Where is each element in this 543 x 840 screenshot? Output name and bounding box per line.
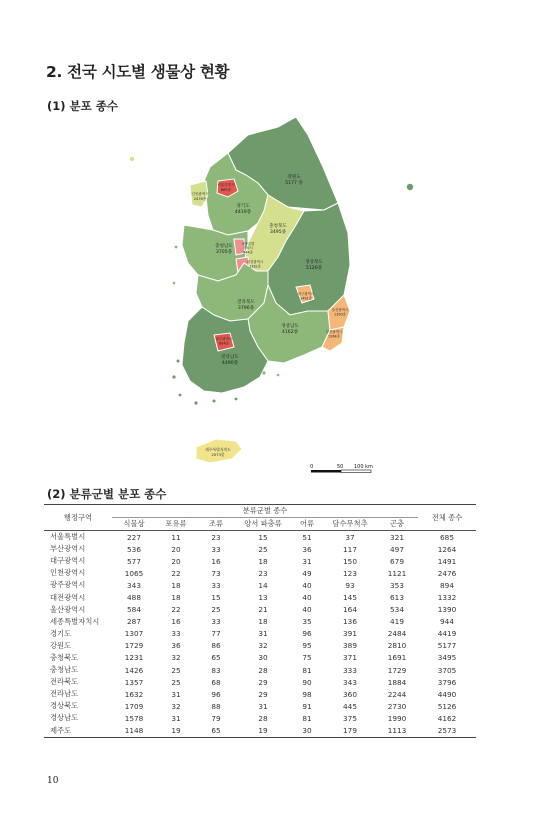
table-cell: 321 xyxy=(390,532,404,542)
table-row xyxy=(44,725,476,738)
label-jeonnam: 전라남도 4490종 xyxy=(221,355,239,366)
table-cell: 33 xyxy=(211,580,221,590)
table-cell: 96 xyxy=(302,629,312,639)
table-cell: 577 xyxy=(127,556,141,566)
table-row xyxy=(44,676,476,688)
table-cell: 16 xyxy=(171,617,181,627)
section-title-distribution: (1) 분포 종수 xyxy=(47,99,118,113)
table-cell-region: 제주도 xyxy=(44,725,112,738)
table-cell: 29 xyxy=(258,689,268,699)
table-cell: 40 xyxy=(302,605,312,615)
label-busan: 부산광역시 1264종 xyxy=(325,330,343,339)
table-cell: 88 xyxy=(211,701,221,711)
table-cell: 136 xyxy=(343,617,357,627)
table-cell: 25 xyxy=(171,677,181,687)
table-cell: 371 xyxy=(343,653,357,663)
table-cell: 25 xyxy=(258,544,268,554)
table-cell: 145 xyxy=(343,593,357,603)
table-cell: 16 xyxy=(211,556,221,566)
table-cell: 353 xyxy=(390,580,404,590)
table-cell: 36 xyxy=(171,641,181,651)
label-gyeonggi: 경기도 4419종 xyxy=(234,204,252,215)
table-cell-region: 충청북도 xyxy=(50,652,79,662)
table-cell: 77 xyxy=(211,629,221,639)
table-cell: 93 xyxy=(345,580,355,590)
table-cell: 40 xyxy=(302,593,312,603)
scale-label-0: 0 xyxy=(310,464,314,470)
table-cell: 389 xyxy=(343,641,357,651)
table-cell: 21 xyxy=(258,605,268,615)
island-ulleungdo xyxy=(407,184,413,190)
table-cell: 117 xyxy=(343,544,357,554)
table-cell: 20 xyxy=(171,544,181,554)
header-col: 포유류 xyxy=(156,518,196,531)
table-cell: 51 xyxy=(302,532,312,542)
label-gyeongbuk: 경상북도 5126종 xyxy=(305,260,323,271)
table-cell: 227 xyxy=(127,532,141,542)
table-cell: 95 xyxy=(302,641,312,651)
table-cell: 2244 xyxy=(387,689,407,699)
table-cell: 2476 xyxy=(437,568,457,578)
table-cell: 179 xyxy=(324,725,376,738)
table-cell: 18 xyxy=(171,580,181,590)
table-cell: 534 xyxy=(390,605,404,615)
table-cell: 679 xyxy=(390,556,404,566)
table-cell: 3495 xyxy=(437,653,457,663)
table-cell: 31 xyxy=(258,701,268,711)
table-cell: 19 xyxy=(236,725,290,738)
table-cell-region: 세종특별자치시 xyxy=(50,616,100,626)
table-cell: 360 xyxy=(343,689,357,699)
table-cell: 497 xyxy=(390,544,404,554)
section-title-taxon: (2) 분류군별 분포 종수 xyxy=(47,487,167,501)
table-cell: 4419 xyxy=(437,629,457,639)
table-cell-region: 강원도 xyxy=(50,640,72,650)
table-cell: 68 xyxy=(211,677,221,687)
header-group: 분류군별 종수 xyxy=(112,505,418,518)
table-cell: 15 xyxy=(211,593,221,603)
table-row xyxy=(44,616,476,628)
scale-label-50: 50 xyxy=(337,464,344,470)
table-cell: 1729 xyxy=(124,641,144,651)
table-cell-region: 충청남도 xyxy=(50,665,79,675)
table-cell: 1729 xyxy=(387,665,407,675)
header-region: 행정구역 xyxy=(44,505,112,531)
table-cell: 2484 xyxy=(387,629,407,639)
table-row xyxy=(44,712,476,724)
table-row xyxy=(44,591,476,603)
island-baengnyeongdo xyxy=(130,157,134,161)
table-row xyxy=(44,700,476,712)
table-row xyxy=(44,555,476,567)
table-cell: 35 xyxy=(302,617,312,627)
table-cell: 23 xyxy=(211,532,221,542)
table-cell: 96 xyxy=(211,689,221,699)
table-cell-region: 부산광역시 xyxy=(50,544,86,554)
table-cell-region: 경상북도 xyxy=(50,701,79,711)
table-cell: 1357 xyxy=(124,677,144,687)
table-cell: 36 xyxy=(302,544,312,554)
table-cell: 343 xyxy=(127,580,141,590)
table-cell: 1065 xyxy=(124,568,144,578)
korea-map xyxy=(118,115,428,480)
table-cell: 73 xyxy=(211,568,221,578)
table-cell: 91 xyxy=(302,701,312,711)
table-cell: 1307 xyxy=(124,629,144,639)
table-cell: 1709 xyxy=(124,701,144,711)
table-cell: 4490 xyxy=(437,689,457,699)
table-cell: 1691 xyxy=(387,653,407,663)
table-cell: 33 xyxy=(171,629,181,639)
header-col: 담수무척추 xyxy=(324,518,376,531)
table-row xyxy=(44,543,476,555)
table-cell: 18 xyxy=(258,617,268,627)
table-cell-region: 경기도 xyxy=(50,628,72,638)
table-cell: 49 xyxy=(302,568,312,578)
label-gwangju: 광주광역시 894종 xyxy=(215,337,233,346)
table-cell: 13 xyxy=(258,593,268,603)
table-cell: 944 xyxy=(440,617,454,627)
distribution-table xyxy=(44,504,476,738)
label-ulsan: 울산광역시 1390종 xyxy=(331,308,349,317)
table-cell: 391 xyxy=(343,629,357,639)
label-gyeongnam: 경상남도 4162종 xyxy=(281,324,299,335)
header-col: 식물상 xyxy=(112,518,156,531)
table-cell: 1113 xyxy=(376,725,418,738)
label-daejeon: 대전광역시 1332종 xyxy=(246,260,264,269)
table-cell-region: 전라북도 xyxy=(50,677,79,687)
table-cell: 32 xyxy=(258,641,268,651)
table-row xyxy=(44,628,476,640)
table-cell: 3705 xyxy=(437,665,457,675)
table-cell: 25 xyxy=(211,605,221,615)
table-row xyxy=(44,604,476,616)
table-cell: 1491 xyxy=(437,556,457,566)
table-row xyxy=(44,579,476,591)
table-cell: 31 xyxy=(302,556,312,566)
table-cell: 1390 xyxy=(437,605,457,615)
table-cell: 375 xyxy=(343,713,357,723)
table-cell: 685 xyxy=(440,532,454,542)
table-cell: 22 xyxy=(171,605,181,615)
table-cell: 28 xyxy=(258,713,268,723)
table-cell: 4162 xyxy=(437,713,457,723)
table-cell: 18 xyxy=(171,593,181,603)
table-cell: 1148 xyxy=(112,725,156,738)
table-cell: 81 xyxy=(302,713,312,723)
table-row xyxy=(44,652,476,664)
table-cell: 287 xyxy=(127,617,141,627)
table-cell: 40 xyxy=(302,580,312,590)
table-row xyxy=(44,531,476,544)
label-chungnam: 충청남도 3705종 xyxy=(215,244,233,255)
header-col: 곤충 xyxy=(376,518,418,531)
table-cell: 2810 xyxy=(387,641,407,651)
table-cell: 20 xyxy=(171,556,181,566)
table-cell: 14 xyxy=(258,580,268,590)
table-cell: 37 xyxy=(345,532,355,542)
table-cell-region: 광주광역시 xyxy=(50,580,86,590)
header-total: 전체 종수 xyxy=(418,505,476,531)
table-cell: 5177 xyxy=(437,641,457,651)
table-cell: 536 xyxy=(127,544,141,554)
label-daegu: 대구광역시 1491종 xyxy=(297,292,315,301)
table-cell-region: 울산광역시 xyxy=(50,604,86,614)
table-cell-region: 인천광역시 xyxy=(50,568,86,578)
table-cell: 90 xyxy=(302,677,312,687)
label-gangwon: 강원도 5177 종 xyxy=(285,175,303,186)
table-cell: 1632 xyxy=(124,689,144,699)
table-cell-region: 대구광역시 xyxy=(50,556,86,566)
table-cell-region: 대전광역시 xyxy=(50,592,86,602)
table-cell: 30 xyxy=(258,653,268,663)
table-cell: 15 xyxy=(258,532,268,542)
page-number: 10 xyxy=(47,776,59,786)
table-row xyxy=(44,640,476,652)
table-cell-region: 경상남도 xyxy=(50,713,79,723)
table-cell: 123 xyxy=(343,568,357,578)
table-cell: 29 xyxy=(258,677,268,687)
table-cell: 30 xyxy=(290,725,324,738)
table-cell: 1426 xyxy=(124,665,144,675)
table-cell: 33 xyxy=(211,544,221,554)
table-cell: 150 xyxy=(343,556,357,566)
label-jeju: 제주특별자치도 2573종 xyxy=(205,447,231,457)
table-cell: 1578 xyxy=(124,713,144,723)
table-cell: 79 xyxy=(211,713,221,723)
table-cell: 343 xyxy=(343,677,357,687)
table-cell: 1264 xyxy=(437,544,457,554)
table-cell: 86 xyxy=(211,641,221,651)
table-cell: 613 xyxy=(390,593,404,603)
table-cell: 18 xyxy=(258,556,268,566)
label-incheon: 인천광역시 2476종 xyxy=(191,192,209,201)
table-cell: 33 xyxy=(211,617,221,627)
table-cell: 164 xyxy=(343,605,357,615)
header-col: 양서 파충류 xyxy=(236,518,290,531)
table-cell: 75 xyxy=(302,653,312,663)
table-cell: 1332 xyxy=(437,593,457,603)
table-cell: 419 xyxy=(390,617,404,627)
header-col: 조류 xyxy=(196,518,236,531)
table-cell: 31 xyxy=(171,713,181,723)
table-cell: 2730 xyxy=(387,701,407,711)
table-cell: 445 xyxy=(343,701,357,711)
table-cell: 894 xyxy=(440,580,454,590)
table-row xyxy=(44,567,476,579)
label-sejong: 세종특별 자치시 944종 xyxy=(241,242,255,255)
label-jeonbuk: 전라북도 3796종 xyxy=(237,300,255,311)
table-cell: 584 xyxy=(127,605,141,615)
table-cell-region: 서울특별시 xyxy=(50,532,86,542)
table-cell: 25 xyxy=(171,665,181,675)
table-cell: 81 xyxy=(302,665,312,675)
table-cell: 65 xyxy=(196,725,236,738)
table-cell-region: 전라남도 xyxy=(50,689,79,699)
table-cell: 83 xyxy=(211,665,221,675)
table-cell: 32 xyxy=(171,701,181,711)
table-cell: 98 xyxy=(302,689,312,699)
table-cell: 2573 xyxy=(418,725,476,738)
table-cell: 1990 xyxy=(387,713,407,723)
header-col: 어류 xyxy=(290,518,324,531)
table-cell: 1231 xyxy=(124,653,144,663)
table-cell: 3796 xyxy=(437,677,457,687)
table-row xyxy=(44,688,476,700)
table-cell: 28 xyxy=(258,665,268,675)
table-cell: 11 xyxy=(171,532,181,542)
table-cell: 31 xyxy=(258,629,268,639)
table-cell: 333 xyxy=(343,665,357,675)
table-cell: 32 xyxy=(171,653,181,663)
table-row xyxy=(44,664,476,676)
scale-label-100: 100 km xyxy=(354,464,373,470)
label-seoul: 서울특별시 685종 xyxy=(217,183,235,192)
table-cell: 31 xyxy=(171,689,181,699)
table-cell: 1884 xyxy=(387,677,407,687)
table-cell: 5126 xyxy=(437,701,457,711)
table-cell: 23 xyxy=(258,568,268,578)
table-cell: 65 xyxy=(211,653,221,663)
table-cell: 22 xyxy=(171,568,181,578)
table-cell: 488 xyxy=(127,593,141,603)
table-cell: 19 xyxy=(156,725,196,738)
table-cell: 1121 xyxy=(387,568,407,578)
label-chungbuk: 충청북도 3495종 xyxy=(269,224,287,235)
map-scale-bar xyxy=(310,462,374,476)
page-heading: 2. 전국 시도별 생물상 현황 xyxy=(46,63,230,81)
